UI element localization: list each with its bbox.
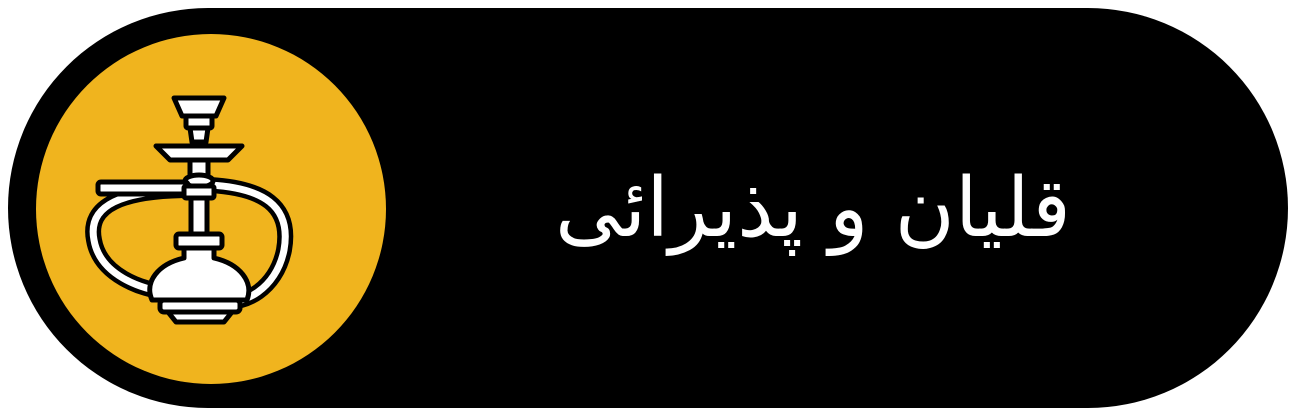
hookah-icon	[36, 34, 386, 384]
icon-badge-fill	[36, 34, 386, 384]
button-label: قلیان و پذیرائی	[555, 160, 1071, 256]
icon-badge	[36, 34, 386, 384]
hookah-category-button[interactable]	[8, 8, 1288, 408]
